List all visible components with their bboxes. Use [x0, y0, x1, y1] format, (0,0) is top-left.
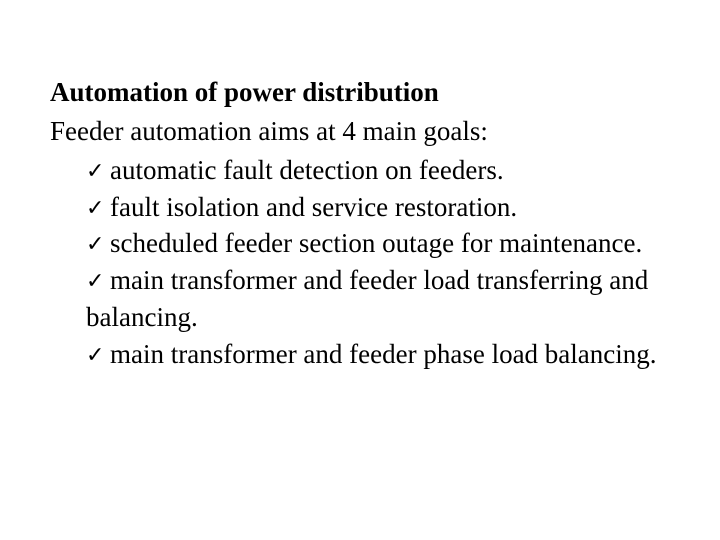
check-icon: ✓ — [86, 269, 105, 295]
goal-text: fault isolation and service restoration. — [110, 191, 518, 222]
goal-item-2 — [86, 189, 686, 226]
intro-text: Feeder automation aims at 4 main goals: — [50, 116, 488, 146]
goal-item-4 — [86, 262, 686, 335]
check-icon: ✓ — [86, 232, 105, 258]
goal-item-3 — [86, 225, 686, 262]
goal-text: automatic fault detection on feeders. — [110, 155, 504, 185]
goal-item-5 — [86, 336, 686, 373]
check-icon: ✓ — [86, 195, 105, 221]
check-icon: ✓ — [86, 159, 105, 184]
goal-item-1 — [86, 152, 686, 189]
goal-text: main transformer and feeder load transferring and balancing. — [86, 265, 649, 332]
goal-text: scheduled feeder section outage for maintenance. — [110, 228, 643, 259]
goal-text: main transformer and feeder phase load balancing. — [110, 338, 657, 369]
slide-title: Automation of power distribution — [50, 77, 439, 107]
check-icon: ✓ — [86, 342, 105, 368]
goals-list — [86, 152, 686, 372]
